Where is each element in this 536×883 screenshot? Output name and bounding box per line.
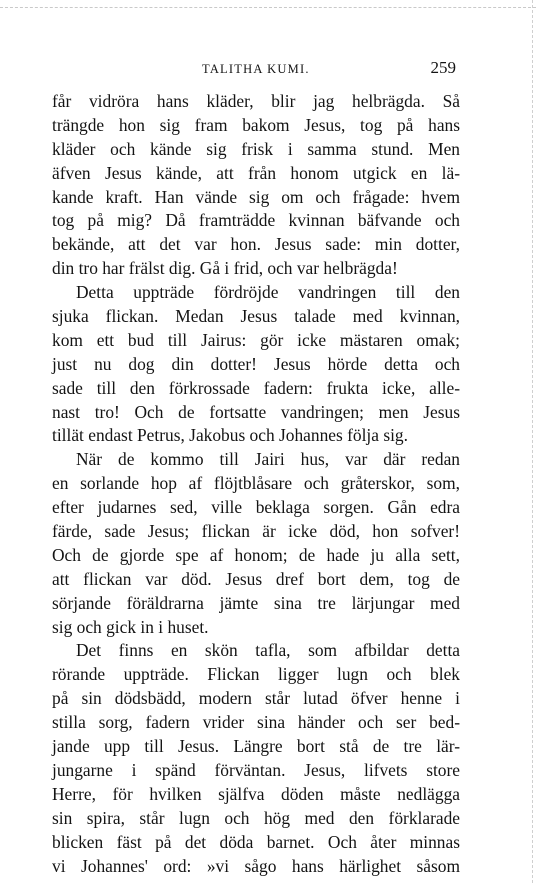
- text-line: kande kraft. Han vände sig om och frågade: hvem: [52, 186, 460, 207]
- text-line: När de kommo till Jairi hus, var där redan: [76, 449, 460, 470]
- text-line: din tro har frälst dig. Gå i frid, och var helbrägda!: [52, 258, 398, 279]
- text-line: just nu dog din dotter! Jesus hörde detta och: [52, 353, 460, 374]
- text-line: kläder och kände sig frisk i samma stund. Men: [52, 138, 460, 159]
- text-line: äfven Jesus kände, att från honom utgick en lä-: [52, 162, 460, 183]
- text-line: blicken fäst på det döda barnet. Och åter minnas: [52, 831, 460, 852]
- text-line: stilla sorg, fadern vrider sina händer och ser bed-: [52, 712, 460, 733]
- text-line: Och de gjorde spe af honom; de hade ju alla sett,: [52, 544, 460, 565]
- text-line: rörande uppträde. Flickan ligger lugn och blek: [52, 664, 460, 685]
- text-line: kom ett bud till Jairus: gör icke mästaren omak;: [52, 329, 460, 350]
- text-line: att flickan var död. Jesus dref bort dem, tog de: [52, 568, 460, 589]
- text-line: vi Johannes' ord: »vi sågo hans härlighet såsom: [52, 855, 460, 876]
- page-top-edge: [0, 0, 536, 8]
- text-line: får vidröra hans kläder, blir jag helbrägda. Så: [52, 91, 460, 111]
- text-line: tog på mig? Då framträdde kvinnan bäfvande och: [52, 210, 460, 231]
- running-title: TALITHA KUMI.: [202, 62, 310, 76]
- body-text: [52, 90, 460, 878]
- text-line: sade till den förkrossade fadern: frukta icke, alle-: [52, 377, 460, 398]
- text-line: nast tro! Och de fortsatte vandringen; men Jesus: [52, 401, 460, 422]
- text-line: jande upp till Jesus. Längre bort stå de tre lär-: [52, 736, 460, 757]
- text-line: sin spira, står lugn och hög med den förklarade: [52, 807, 460, 828]
- text-line: sörjande föräldrarna jämte sina tre lärjungar med: [52, 592, 460, 613]
- text-line: bekände, att det var hon. Jesus sade: min dotter,: [52, 234, 460, 255]
- text-line: en sorlande hop af flöjtblåsare och gråterskor, som,: [52, 473, 460, 494]
- text-line: efter judarnes sed, ville beklaga sorgen. Gån edra: [52, 497, 460, 518]
- text-line: jungarne i spänd förväntan. Jesus, lifvets store: [52, 759, 460, 780]
- page-number: 259: [430, 58, 456, 77]
- text-line: sig och gick in i huset.: [52, 616, 209, 637]
- text-line: Det finns en skön tafla, som afbildar detta: [76, 640, 460, 661]
- text-line: sjuka flickan. Medan Jesus talade med kvinnan,: [52, 306, 460, 327]
- text-line: färde, sade Jesus; flickan är icke död, hon sofver!: [52, 521, 460, 542]
- page-right-edge: [531, 0, 533, 883]
- running-header: [54, 58, 460, 82]
- text-line: på sin dödsbädd, modern står lutad öfver henne i: [52, 688, 460, 709]
- text-line: tillät endast Petrus, Jakobus och Johannes följa sig.: [52, 425, 408, 446]
- text-line: trängde hon sig fram bakom Jesus, tog på hans: [52, 114, 460, 135]
- text-line: Herre, för hvilken själfva döden måste nedlägga: [52, 783, 460, 804]
- text-line: Detta uppträde fördröjde vandringen till den: [76, 282, 460, 303]
